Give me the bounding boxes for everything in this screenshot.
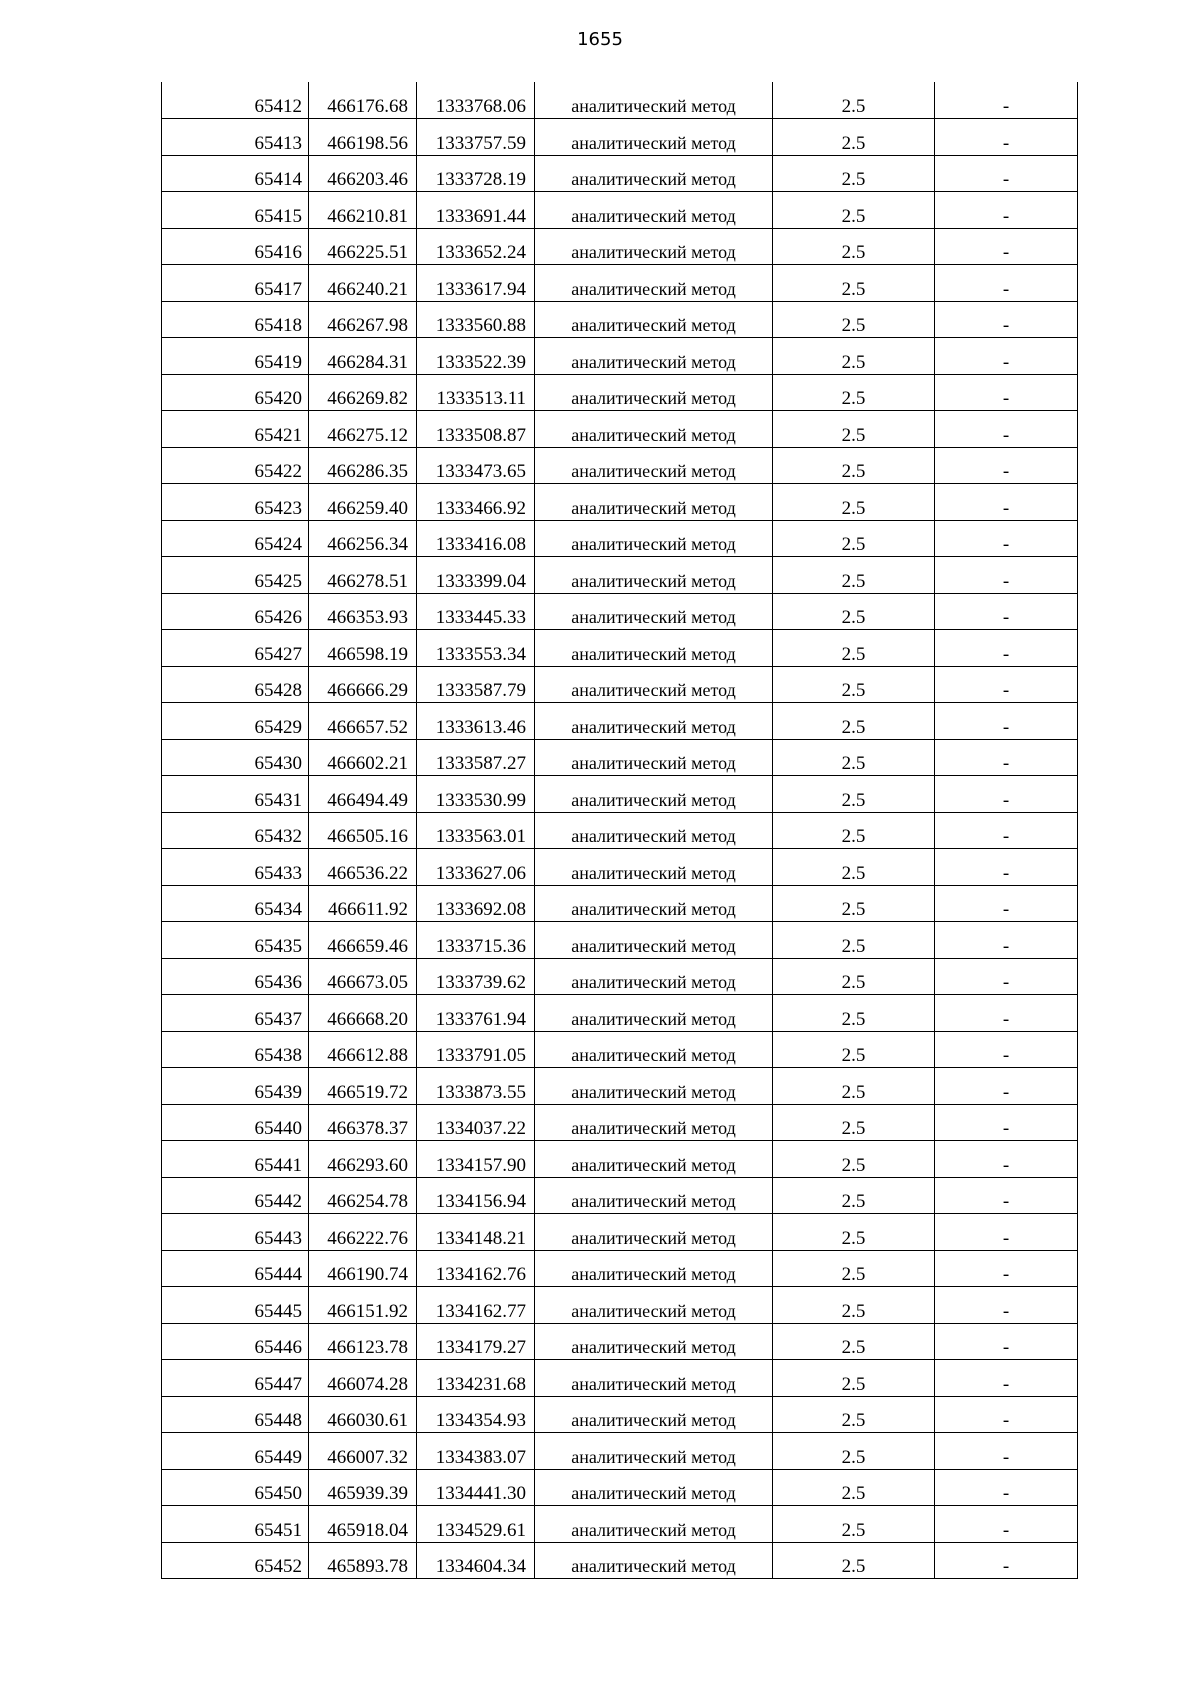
coordinate-x-cell: 465939.39 — [309, 1469, 417, 1506]
point-number-cell: 65426 — [162, 593, 309, 630]
note-cell: - — [935, 1068, 1078, 1105]
accuracy-cell: 2.5 — [773, 301, 935, 338]
accuracy-cell: 2.5 — [773, 1542, 935, 1579]
note-cell: - — [935, 593, 1078, 630]
coordinate-y-cell: 1333739.62 — [417, 958, 535, 995]
table-row — [162, 228, 1078, 265]
coordinate-x-cell: 466668.20 — [309, 995, 417, 1032]
note-cell: - — [935, 812, 1078, 849]
table-row — [162, 1506, 1078, 1543]
note-cell: - — [935, 374, 1078, 411]
method-cell: аналитический метод — [535, 1214, 773, 1251]
coordinate-y-cell: 1333613.46 — [417, 703, 535, 740]
coordinate-x-cell: 466519.72 — [309, 1068, 417, 1105]
table-row — [162, 776, 1078, 813]
accuracy-cell: 2.5 — [773, 1068, 935, 1105]
table-row — [162, 1469, 1078, 1506]
method-cell: аналитический метод — [535, 666, 773, 703]
point-number-cell: 65433 — [162, 849, 309, 886]
accuracy-cell: 2.5 — [773, 1141, 935, 1178]
coordinate-x-cell: 466074.28 — [309, 1360, 417, 1397]
table-row — [162, 1396, 1078, 1433]
coordinate-y-cell: 1333560.88 — [417, 301, 535, 338]
coordinate-x-cell: 466278.51 — [309, 557, 417, 594]
note-cell: - — [935, 119, 1078, 156]
note-cell: - — [935, 1360, 1078, 1397]
method-cell: аналитический метод — [535, 739, 773, 776]
note-cell: - — [935, 1031, 1078, 1068]
point-number-cell: 65447 — [162, 1360, 309, 1397]
coordinate-y-cell: 1333530.99 — [417, 776, 535, 813]
point-number-cell: 65425 — [162, 557, 309, 594]
coordinate-x-cell: 466176.68 — [309, 82, 417, 119]
point-number-cell: 65429 — [162, 703, 309, 740]
accuracy-cell: 2.5 — [773, 922, 935, 959]
table-row — [162, 1104, 1078, 1141]
point-number-cell: 65413 — [162, 119, 309, 156]
coordinate-y-cell: 1334162.77 — [417, 1287, 535, 1324]
method-cell: аналитический метод — [535, 228, 773, 265]
coordinate-y-cell: 1334179.27 — [417, 1323, 535, 1360]
method-cell: аналитический метод — [535, 1323, 773, 1360]
table-row — [162, 1287, 1078, 1324]
note-cell: - — [935, 265, 1078, 302]
coordinate-y-cell: 1333399.04 — [417, 557, 535, 594]
point-number-cell: 65430 — [162, 739, 309, 776]
coordinate-x-cell: 466286.35 — [309, 447, 417, 484]
point-number-cell: 65445 — [162, 1287, 309, 1324]
note-cell: - — [935, 1323, 1078, 1360]
point-number-cell: 65414 — [162, 155, 309, 192]
note-cell: - — [935, 338, 1078, 375]
accuracy-cell: 2.5 — [773, 557, 935, 594]
table-row — [162, 1360, 1078, 1397]
note-cell: - — [935, 922, 1078, 959]
accuracy-cell: 2.5 — [773, 82, 935, 119]
point-number-cell: 65440 — [162, 1104, 309, 1141]
point-number-cell: 65428 — [162, 666, 309, 703]
method-cell: аналитический метод — [535, 1542, 773, 1579]
coordinate-x-cell: 466123.78 — [309, 1323, 417, 1360]
point-number-cell: 65435 — [162, 922, 309, 959]
accuracy-cell: 2.5 — [773, 228, 935, 265]
method-cell: аналитический метод — [535, 630, 773, 667]
point-number-cell: 65420 — [162, 374, 309, 411]
note-cell: - — [935, 630, 1078, 667]
accuracy-cell: 2.5 — [773, 776, 935, 813]
coordinate-y-cell: 1333652.24 — [417, 228, 535, 265]
coordinate-x-cell: 466275.12 — [309, 411, 417, 448]
table-row — [162, 374, 1078, 411]
accuracy-cell: 2.5 — [773, 374, 935, 411]
coordinate-x-cell: 466222.76 — [309, 1214, 417, 1251]
method-cell: аналитический метод — [535, 1250, 773, 1287]
coordinate-y-cell: 1333791.05 — [417, 1031, 535, 1068]
coordinate-y-cell: 1333473.65 — [417, 447, 535, 484]
coordinate-x-cell: 465918.04 — [309, 1506, 417, 1543]
method-cell: аналитический метод — [535, 922, 773, 959]
point-number-cell: 65422 — [162, 447, 309, 484]
accuracy-cell: 2.5 — [773, 849, 935, 886]
point-number-cell: 65449 — [162, 1433, 309, 1470]
note-cell: - — [935, 958, 1078, 995]
table-row — [162, 338, 1078, 375]
accuracy-cell: 2.5 — [773, 411, 935, 448]
method-cell: аналитический метод — [535, 447, 773, 484]
note-cell: - — [935, 849, 1078, 886]
accuracy-cell: 2.5 — [773, 995, 935, 1032]
coordinate-x-cell: 466198.56 — [309, 119, 417, 156]
table-row — [162, 1542, 1078, 1579]
table-row — [162, 630, 1078, 667]
coordinate-y-cell: 1334231.68 — [417, 1360, 535, 1397]
coordinate-x-cell: 466673.05 — [309, 958, 417, 995]
table-row — [162, 484, 1078, 521]
method-cell: аналитический метод — [535, 1287, 773, 1324]
note-cell: - — [935, 82, 1078, 119]
note-cell: - — [935, 155, 1078, 192]
note-cell: - — [935, 192, 1078, 229]
coordinate-x-cell: 466666.29 — [309, 666, 417, 703]
table-row — [162, 1250, 1078, 1287]
accuracy-cell: 2.5 — [773, 1031, 935, 1068]
note-cell: - — [935, 776, 1078, 813]
method-cell: аналитический метод — [535, 1469, 773, 1506]
note-cell: - — [935, 1469, 1078, 1506]
coordinate-y-cell: 1334529.61 — [417, 1506, 535, 1543]
point-number-cell: 65416 — [162, 228, 309, 265]
point-number-cell: 65432 — [162, 812, 309, 849]
method-cell: аналитический метод — [535, 265, 773, 302]
accuracy-cell: 2.5 — [773, 593, 935, 630]
table-row — [162, 119, 1078, 156]
table-row — [162, 265, 1078, 302]
method-cell: аналитический метод — [535, 1141, 773, 1178]
method-cell: аналитический метод — [535, 301, 773, 338]
method-cell: аналитический метод — [535, 82, 773, 119]
coordinate-y-cell: 1333692.08 — [417, 885, 535, 922]
coordinate-x-cell: 466659.46 — [309, 922, 417, 959]
point-number-cell: 65431 — [162, 776, 309, 813]
accuracy-cell: 2.5 — [773, 265, 935, 302]
accuracy-cell: 2.5 — [773, 885, 935, 922]
coordinate-y-cell: 1333728.19 — [417, 155, 535, 192]
method-cell: аналитический метод — [535, 849, 773, 886]
coordinate-y-cell: 1333445.33 — [417, 593, 535, 630]
coordinate-x-cell: 466267.98 — [309, 301, 417, 338]
coordinate-x-cell: 466151.92 — [309, 1287, 417, 1324]
table-row — [162, 849, 1078, 886]
note-cell: - — [935, 703, 1078, 740]
note-cell: - — [935, 739, 1078, 776]
coordinate-x-cell: 466007.32 — [309, 1433, 417, 1470]
note-cell: - — [935, 1250, 1078, 1287]
note-cell: - — [935, 1542, 1078, 1579]
method-cell: аналитический метод — [535, 885, 773, 922]
accuracy-cell: 2.5 — [773, 630, 935, 667]
coordinate-y-cell: 1333691.44 — [417, 192, 535, 229]
method-cell: аналитический метод — [535, 155, 773, 192]
point-number-cell: 65415 — [162, 192, 309, 229]
point-number-cell: 65439 — [162, 1068, 309, 1105]
coordinate-x-cell: 466254.78 — [309, 1177, 417, 1214]
coordinate-x-cell: 466259.40 — [309, 484, 417, 521]
note-cell: - — [935, 228, 1078, 265]
note-cell: - — [935, 557, 1078, 594]
note-cell: - — [935, 411, 1078, 448]
method-cell: аналитический метод — [535, 1104, 773, 1141]
coordinate-y-cell: 1334162.76 — [417, 1250, 535, 1287]
table-row — [162, 301, 1078, 338]
table-row — [162, 1214, 1078, 1251]
coordinate-y-cell: 1333627.06 — [417, 849, 535, 886]
coordinate-x-cell: 466378.37 — [309, 1104, 417, 1141]
coordinate-x-cell: 466225.51 — [309, 228, 417, 265]
accuracy-cell: 2.5 — [773, 1360, 935, 1397]
note-cell: - — [935, 1141, 1078, 1178]
coordinate-x-cell: 466203.46 — [309, 155, 417, 192]
note-cell: - — [935, 1396, 1078, 1433]
coordinate-y-cell: 1333508.87 — [417, 411, 535, 448]
point-number-cell: 65444 — [162, 1250, 309, 1287]
point-number-cell: 65434 — [162, 885, 309, 922]
note-cell: - — [935, 1433, 1078, 1470]
coordinate-y-cell: 1333757.59 — [417, 119, 535, 156]
point-number-cell: 65446 — [162, 1323, 309, 1360]
coordinates-table — [161, 82, 1078, 1579]
table-row — [162, 1031, 1078, 1068]
table-row — [162, 593, 1078, 630]
coordinate-y-cell: 1334354.93 — [417, 1396, 535, 1433]
coordinate-x-cell: 466256.34 — [309, 520, 417, 557]
note-cell: - — [935, 484, 1078, 521]
method-cell: аналитический метод — [535, 1433, 773, 1470]
accuracy-cell: 2.5 — [773, 1433, 935, 1470]
table-row — [162, 82, 1078, 119]
accuracy-cell: 2.5 — [773, 1396, 935, 1433]
coordinate-y-cell: 1333587.79 — [417, 666, 535, 703]
method-cell: аналитический метод — [535, 1506, 773, 1543]
coordinate-y-cell: 1333466.92 — [417, 484, 535, 521]
accuracy-cell: 2.5 — [773, 192, 935, 229]
table-row — [162, 666, 1078, 703]
point-number-cell: 65417 — [162, 265, 309, 302]
note-cell: - — [935, 1177, 1078, 1214]
point-number-cell: 65452 — [162, 1542, 309, 1579]
coordinate-x-cell: 466269.82 — [309, 374, 417, 411]
coordinate-y-cell: 1333513.11 — [417, 374, 535, 411]
coordinate-x-cell: 466612.88 — [309, 1031, 417, 1068]
note-cell: - — [935, 447, 1078, 484]
method-cell: аналитический метод — [535, 520, 773, 557]
coordinate-x-cell: 466657.52 — [309, 703, 417, 740]
accuracy-cell: 2.5 — [773, 447, 935, 484]
point-number-cell: 65423 — [162, 484, 309, 521]
method-cell: аналитический метод — [535, 812, 773, 849]
method-cell: аналитический метод — [535, 411, 773, 448]
coordinate-x-cell: 466293.60 — [309, 1141, 417, 1178]
point-number-cell: 65448 — [162, 1396, 309, 1433]
note-cell: - — [935, 1104, 1078, 1141]
point-number-cell: 65437 — [162, 995, 309, 1032]
point-number-cell: 65450 — [162, 1469, 309, 1506]
coordinate-y-cell: 1333715.36 — [417, 922, 535, 959]
accuracy-cell: 2.5 — [773, 1177, 935, 1214]
coordinate-x-cell: 466494.49 — [309, 776, 417, 813]
coordinate-y-cell: 1334157.90 — [417, 1141, 535, 1178]
method-cell: аналитический метод — [535, 338, 773, 375]
note-cell: - — [935, 1506, 1078, 1543]
coordinate-x-cell: 466210.81 — [309, 192, 417, 229]
table-row — [162, 703, 1078, 740]
point-number-cell: 65441 — [162, 1141, 309, 1178]
coordinate-y-cell: 1334441.30 — [417, 1469, 535, 1506]
accuracy-cell: 2.5 — [773, 338, 935, 375]
accuracy-cell: 2.5 — [773, 958, 935, 995]
note-cell: - — [935, 301, 1078, 338]
coordinate-x-cell: 466190.74 — [309, 1250, 417, 1287]
table-row — [162, 411, 1078, 448]
coordinate-x-cell: 466353.93 — [309, 593, 417, 630]
coordinates-table-body — [162, 82, 1078, 1579]
table-row — [162, 1177, 1078, 1214]
note-cell: - — [935, 885, 1078, 922]
accuracy-cell: 2.5 — [773, 520, 935, 557]
table-row — [162, 557, 1078, 594]
accuracy-cell: 2.5 — [773, 1506, 935, 1543]
table-row — [162, 520, 1078, 557]
accuracy-cell: 2.5 — [773, 812, 935, 849]
table-row — [162, 885, 1078, 922]
method-cell: аналитический метод — [535, 995, 773, 1032]
coordinate-y-cell: 1333617.94 — [417, 265, 535, 302]
coordinate-y-cell: 1334383.07 — [417, 1433, 535, 1470]
coordinate-y-cell: 1333761.94 — [417, 995, 535, 1032]
method-cell: аналитический метод — [535, 703, 773, 740]
method-cell: аналитический метод — [535, 1360, 773, 1397]
point-number-cell: 65436 — [162, 958, 309, 995]
coordinate-y-cell: 1334148.21 — [417, 1214, 535, 1251]
accuracy-cell: 2.5 — [773, 155, 935, 192]
table-row — [162, 995, 1078, 1032]
point-number-cell: 65451 — [162, 1506, 309, 1543]
note-cell: - — [935, 1214, 1078, 1251]
coordinate-y-cell: 1334037.22 — [417, 1104, 535, 1141]
coordinate-y-cell: 1333768.06 — [417, 82, 535, 119]
accuracy-cell: 2.5 — [773, 1469, 935, 1506]
accuracy-cell: 2.5 — [773, 1104, 935, 1141]
coordinate-y-cell: 1333416.08 — [417, 520, 535, 557]
coordinate-y-cell: 1334156.94 — [417, 1177, 535, 1214]
method-cell: аналитический метод — [535, 119, 773, 156]
note-cell: - — [935, 995, 1078, 1032]
method-cell: аналитический метод — [535, 484, 773, 521]
table-row — [162, 1141, 1078, 1178]
note-cell: - — [935, 666, 1078, 703]
point-number-cell: 65438 — [162, 1031, 309, 1068]
coordinate-y-cell: 1333522.39 — [417, 338, 535, 375]
method-cell: аналитический метод — [535, 1031, 773, 1068]
accuracy-cell: 2.5 — [773, 739, 935, 776]
table-row — [162, 1068, 1078, 1105]
note-cell: - — [935, 1287, 1078, 1324]
coordinate-y-cell: 1333587.27 — [417, 739, 535, 776]
table-row — [162, 155, 1078, 192]
point-number-cell: 65419 — [162, 338, 309, 375]
table-row — [162, 922, 1078, 959]
page-number: 1655 — [577, 29, 623, 50]
method-cell: аналитический метод — [535, 557, 773, 594]
coordinate-x-cell: 466611.92 — [309, 885, 417, 922]
coordinate-y-cell: 1334604.34 — [417, 1542, 535, 1579]
method-cell: аналитический метод — [535, 1068, 773, 1105]
accuracy-cell: 2.5 — [773, 1287, 935, 1324]
coordinate-y-cell: 1333553.34 — [417, 630, 535, 667]
coordinate-x-cell: 466602.21 — [309, 739, 417, 776]
table-row — [162, 812, 1078, 849]
point-number-cell: 65424 — [162, 520, 309, 557]
point-number-cell: 65421 — [162, 411, 309, 448]
table-row — [162, 1323, 1078, 1360]
method-cell: аналитический метод — [535, 776, 773, 813]
point-number-cell: 65427 — [162, 630, 309, 667]
coordinate-x-cell: 466536.22 — [309, 849, 417, 886]
coordinate-x-cell: 466505.16 — [309, 812, 417, 849]
method-cell: аналитический метод — [535, 593, 773, 630]
point-number-cell: 65443 — [162, 1214, 309, 1251]
accuracy-cell: 2.5 — [773, 1250, 935, 1287]
accuracy-cell: 2.5 — [773, 484, 935, 521]
point-number-cell: 65442 — [162, 1177, 309, 1214]
table-row — [162, 1433, 1078, 1470]
accuracy-cell: 2.5 — [773, 1323, 935, 1360]
table-row — [162, 192, 1078, 229]
method-cell: аналитический метод — [535, 1396, 773, 1433]
table-row — [162, 958, 1078, 995]
note-cell: - — [935, 520, 1078, 557]
accuracy-cell: 2.5 — [773, 119, 935, 156]
method-cell: аналитический метод — [535, 374, 773, 411]
table-row — [162, 739, 1078, 776]
coordinate-y-cell: 1333873.55 — [417, 1068, 535, 1105]
method-cell: аналитический метод — [535, 192, 773, 229]
table-row — [162, 447, 1078, 484]
coordinate-y-cell: 1333563.01 — [417, 812, 535, 849]
point-number-cell: 65412 — [162, 82, 309, 119]
coordinate-x-cell: 466030.61 — [309, 1396, 417, 1433]
method-cell: аналитический метод — [535, 1177, 773, 1214]
coordinate-x-cell: 466598.19 — [309, 630, 417, 667]
coordinate-x-cell: 466240.21 — [309, 265, 417, 302]
point-number-cell: 65418 — [162, 301, 309, 338]
accuracy-cell: 2.5 — [773, 666, 935, 703]
accuracy-cell: 2.5 — [773, 1214, 935, 1251]
coordinate-x-cell: 465893.78 — [309, 1542, 417, 1579]
method-cell: аналитический метод — [535, 958, 773, 995]
coordinate-x-cell: 466284.31 — [309, 338, 417, 375]
accuracy-cell: 2.5 — [773, 703, 935, 740]
